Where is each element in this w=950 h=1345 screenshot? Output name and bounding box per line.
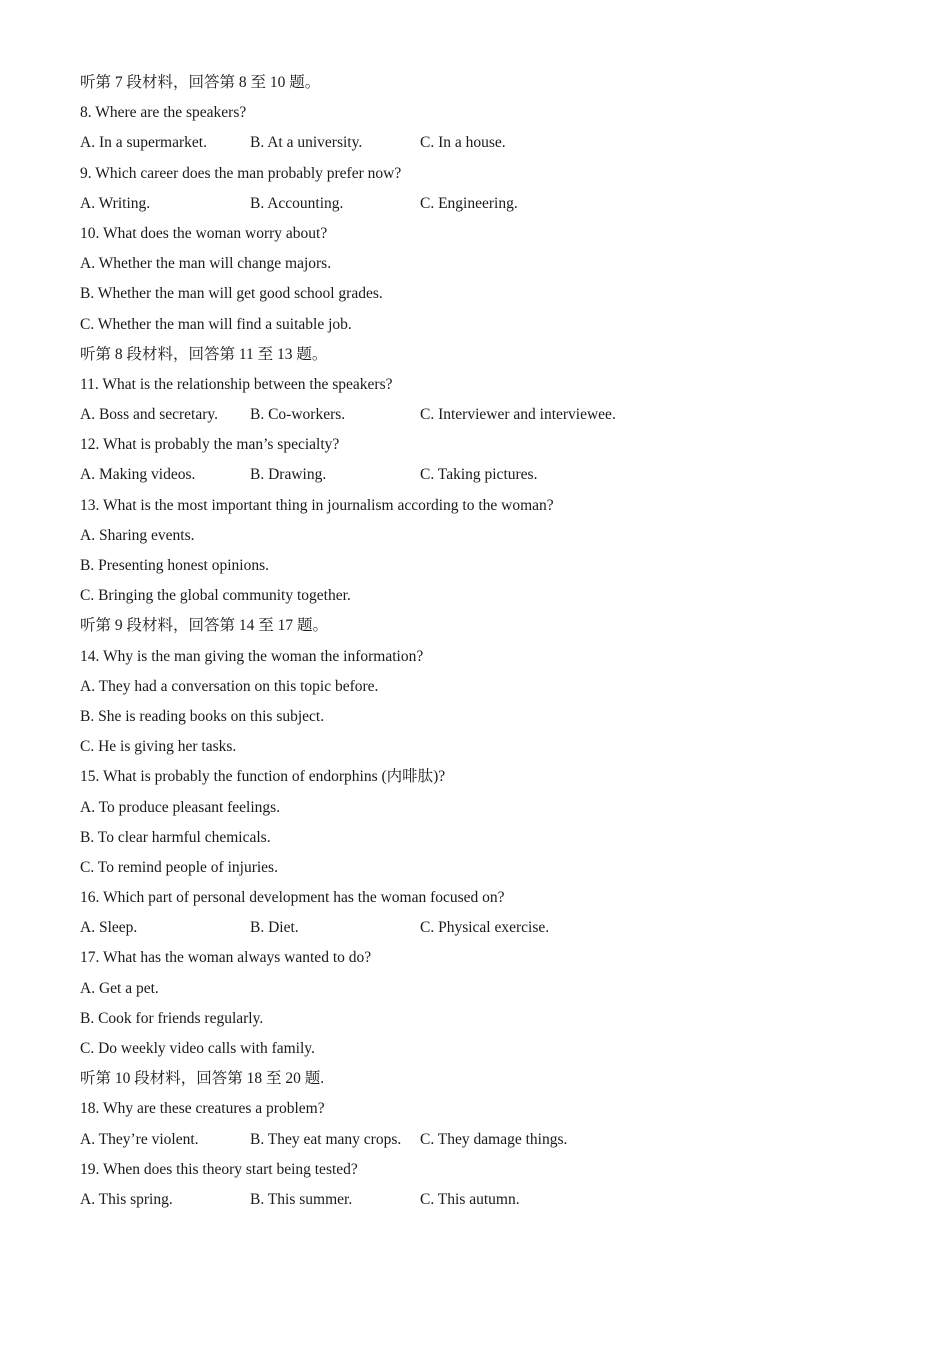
question-stem: 13. What is the most important thing in journalism according to the woman? bbox=[80, 496, 554, 514]
answer-option: B. Accounting. bbox=[250, 194, 344, 212]
question-stem: 16. Which part of personal development has the woman focused on? bbox=[80, 889, 505, 907]
options-row bbox=[80, 189, 900, 219]
section-header: 听第 8 段材料，回答第 11 至 13 题。 bbox=[80, 345, 328, 363]
question-stem: 17. What has the woman always wanted to do? bbox=[80, 949, 372, 967]
answer-option: A. In a supermarket. bbox=[80, 134, 207, 152]
question-stem: 10. What does the woman worry about? bbox=[80, 224, 328, 242]
answer-option: C. Physical exercise. bbox=[420, 919, 550, 937]
answer-option: B. She is reading books on this subject. bbox=[80, 707, 325, 725]
question-stem: 15. What is probably the function of endorphins (内啡肽)? bbox=[80, 768, 446, 786]
answer-option: B. Co-workers. bbox=[250, 406, 346, 424]
question-stem: 11. What is the relationship between the speakers? bbox=[80, 375, 393, 393]
answer-option: A. Making videos. bbox=[80, 466, 196, 484]
answer-option: A. This spring. bbox=[80, 1190, 173, 1208]
answer-option: A. Boss and secretary. bbox=[80, 406, 219, 424]
answer-option: C. He is giving her tasks. bbox=[80, 738, 237, 756]
answer-option: A. Sharing events. bbox=[80, 526, 195, 544]
options-row bbox=[80, 128, 900, 158]
options-row bbox=[80, 400, 900, 430]
answer-option: B. This summer. bbox=[250, 1190, 353, 1208]
question-stem: 19. When does this theory start being tested? bbox=[80, 1160, 358, 1178]
answer-option: C. Whether the man will find a suitable job. bbox=[80, 315, 352, 333]
options-row bbox=[80, 1185, 900, 1215]
section-header: 听第 9 段材料，回答第 14 至 17 题。 bbox=[80, 617, 329, 635]
answer-option: C. In a house. bbox=[420, 134, 506, 152]
answer-option: B. They eat many crops. bbox=[250, 1130, 402, 1148]
answer-option: B. Presenting honest opinions. bbox=[80, 557, 270, 574]
answer-option: A. Whether the man will change majors. bbox=[80, 255, 332, 273]
question-stem: 18. Why are these creatures a problem? bbox=[80, 1100, 325, 1118]
answer-option: B. Diet. bbox=[250, 919, 299, 937]
answer-option: C. To remind people of injuries. bbox=[80, 858, 278, 876]
answer-option: C. Do weekly video calls with family. bbox=[80, 1040, 315, 1057]
answer-option: A. Sleep. bbox=[80, 919, 138, 937]
answer-option: C. They damage things. bbox=[420, 1130, 568, 1148]
section-header: 听第 7 段材料，回答第 8 至 10 题。 bbox=[80, 74, 321, 91]
question-stem: 9. Which career does the man probably prefer now? bbox=[80, 164, 402, 182]
section-header: 听第 10 段材料，回答第 18 至 20 题. bbox=[80, 1070, 325, 1088]
answer-option: B. Drawing. bbox=[250, 466, 327, 484]
answer-option: C. Bringing the global community together. bbox=[80, 587, 351, 605]
answer-option: A. Get a pet. bbox=[80, 979, 159, 997]
answer-option: C. Taking pictures. bbox=[420, 466, 538, 484]
options-row bbox=[80, 460, 900, 490]
answer-option: B. To clear harmful chemicals. bbox=[80, 828, 271, 846]
answer-option: C. Interviewer and interviewee. bbox=[420, 406, 616, 424]
answer-option: B. Whether the man will get good school grades. bbox=[80, 285, 383, 303]
answer-option: C. Engineering. bbox=[420, 194, 518, 212]
answer-option: A. They had a conversation on this topic before. bbox=[80, 677, 379, 695]
options-row bbox=[80, 913, 900, 943]
answer-option: A. Writing. bbox=[80, 194, 151, 212]
question-stem: 8. Where are the speakers? bbox=[80, 104, 247, 122]
exam-listening-document bbox=[80, 68, 900, 1215]
question-stem: 12. What is probably the man’s specialty? bbox=[80, 436, 340, 454]
options-row bbox=[80, 1125, 900, 1155]
answer-option: B. At a university. bbox=[250, 134, 363, 152]
answer-option: A. They’re violent. bbox=[80, 1130, 199, 1148]
question-stem: 14. Why is the man giving the woman the information? bbox=[80, 647, 424, 665]
answer-option: B. Cook for friends regularly. bbox=[80, 1009, 264, 1027]
answer-option: A. To produce pleasant feelings. bbox=[80, 798, 281, 816]
answer-option: C. This autumn. bbox=[420, 1190, 520, 1208]
